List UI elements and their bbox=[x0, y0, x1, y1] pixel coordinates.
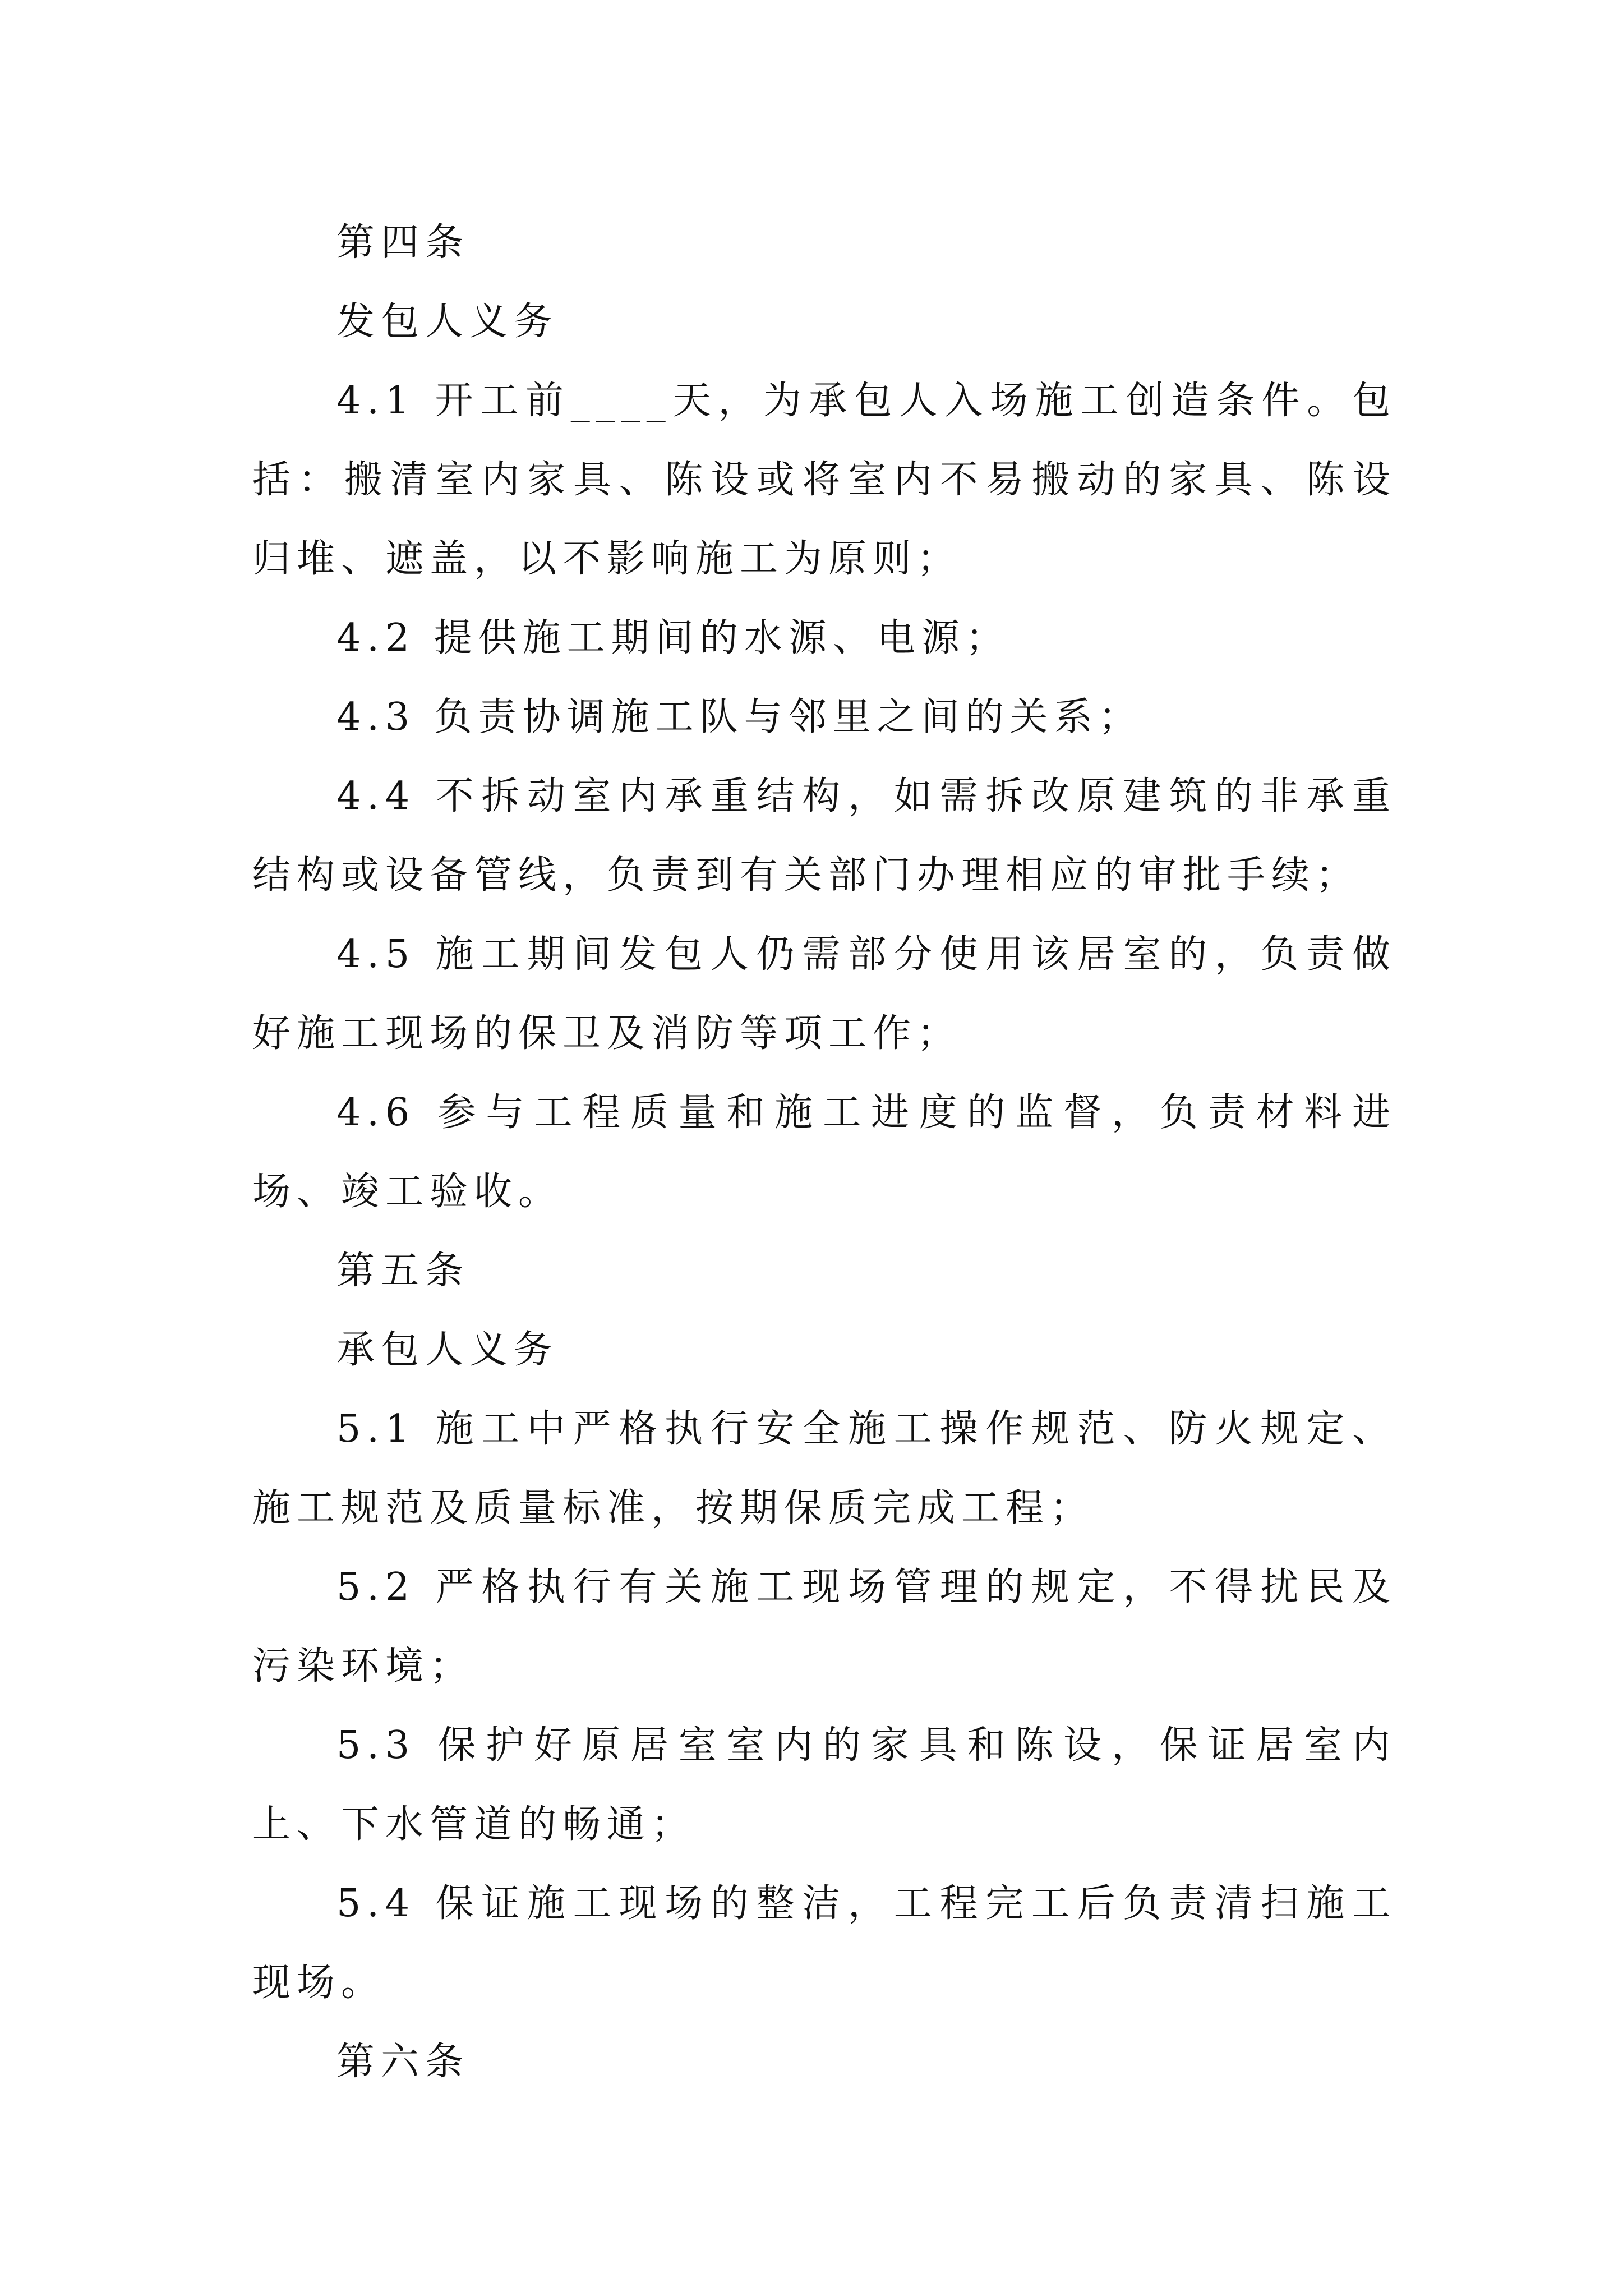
article-5-title: 承包人义务 bbox=[336, 1328, 559, 1372]
clause-4-4: 4.4 不拆动室内承重结构，如需拆改原建筑的非承重结构或设备管线，负责到有关部门办理相应的审批手续； bbox=[252, 774, 1396, 898]
clause-4-3: 4.3 负责协调施工队与邻里之间的关系； bbox=[336, 695, 1143, 739]
clause-5-3: 5.3 保护好原居室室内的家具和陈设，保证居室内上、下水管道的畅通； bbox=[252, 1723, 1396, 1847]
clause-4-6: 4.6 参与工程质量和施工进度的监督，负责材料进场、竣工验收。 bbox=[252, 1091, 1396, 1214]
clause-5-1: 5.1 施工中严格执行安全施工操作规范、防火规定、施工规范及质量标准，按期保质完成工程； bbox=[252, 1407, 1396, 1530]
clause-5-2: 5.2 严格执行有关施工现场管理的规定，不得扰民及污染环境； bbox=[252, 1565, 1396, 1688]
clause-4-1: 4.1 开工前____天，为承包人入场施工创造条件。包括：搬清室内家具、陈设或将室内不易搬动的家具、陈设归堆、遮盖，以不影响施工为原则； bbox=[252, 379, 1396, 581]
article-4-title: 发包人义务 bbox=[336, 300, 559, 344]
article-4-heading: 第四条 bbox=[336, 220, 470, 265]
clause-4-2: 4.2 提供施工期间的水源、电源； bbox=[336, 616, 1010, 660]
article-6-heading: 第六条 bbox=[336, 2040, 470, 2084]
clause-4-5: 4.5 施工期间发包人仍需部分使用该居室的，负责做好施工现场的保卫及消防等项工作； bbox=[252, 932, 1396, 1056]
document-body bbox=[252, 203, 1396, 2101]
article-5-heading: 第五条 bbox=[336, 1249, 470, 1293]
clause-5-4: 5.4 保证施工现场的整洁，工程完工后负责清扫施工现场。 bbox=[252, 1881, 1396, 2005]
